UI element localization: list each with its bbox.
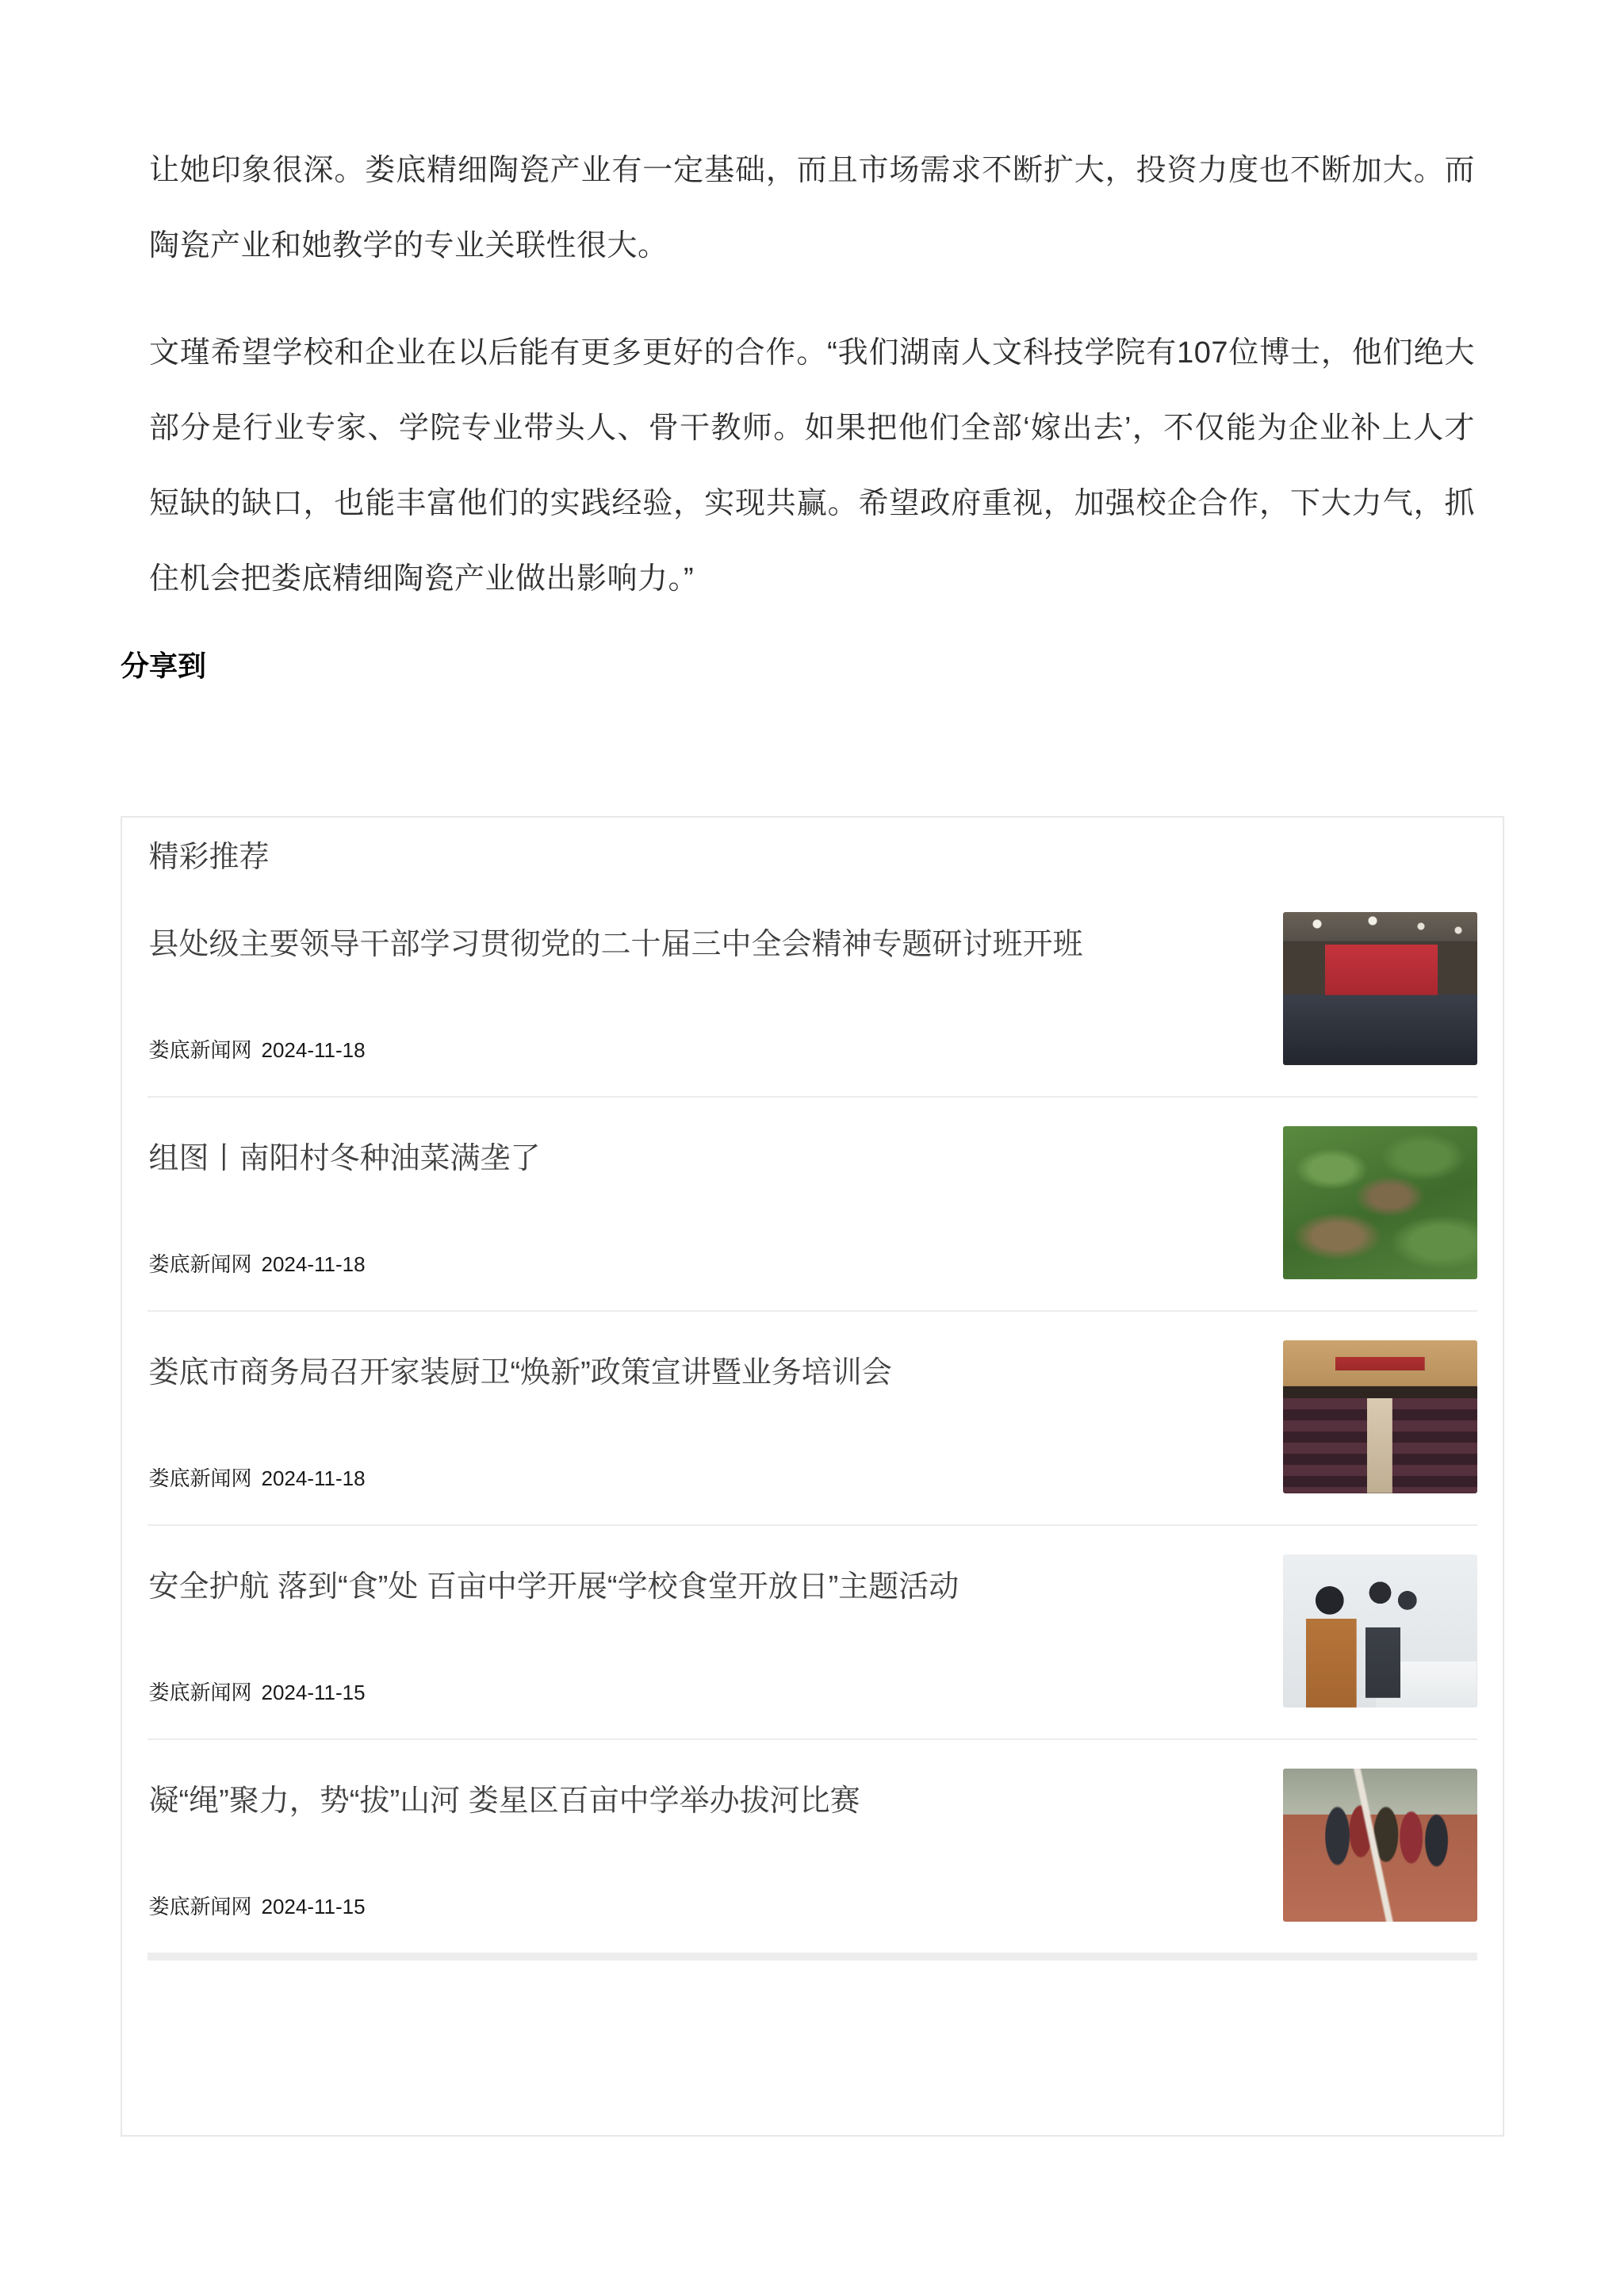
news-source: 娄底新闻网 xyxy=(148,1038,252,1062)
news-date: 2024-11-15 xyxy=(261,1895,366,1918)
news-item-title[interactable]: 凝“绳”聚力，势“拔”山河 娄星区百亩中学举办拔河比赛 xyxy=(148,1784,860,1818)
panel-end-divider xyxy=(147,1953,1477,1961)
news-source: 娄底新闻网 xyxy=(148,1895,252,1918)
news-date: 2024-11-18 xyxy=(261,1466,366,1490)
thumbnail-rapeseed-field[interactable] xyxy=(1283,1126,1477,1279)
news-item-meta xyxy=(149,1466,1247,1493)
news-source: 娄底新闻网 xyxy=(148,1466,252,1490)
news-item-text xyxy=(147,1769,1247,1922)
news-item-title[interactable]: 组图丨南阳村冬种油菜满垄了 xyxy=(148,1142,541,1175)
share-to-label: 分享到 xyxy=(121,650,207,682)
news-source: 娄底新闻网 xyxy=(148,1252,252,1276)
thumbnail-meeting-hall[interactable] xyxy=(1283,912,1477,1065)
recommendations-panel xyxy=(121,816,1504,2137)
article-paragraph-2: 文瑾希望学校和企业在以后能有更多更好的合作。“我们湖南人文科技学院有107位博士，他们绝大部分是行业专家、学院专业带头人、骨干教师。如果把他们全部‘嫁出去’，不仅能为企业补上人才短缺的缺口，也能丰富他们的实践经验，实现共赢。希望政府重视，加强校企合作，下大力气，抓住机会把娄底精细陶瓷产业做出影响力。” xyxy=(149,336,1475,596)
news-item-text xyxy=(147,912,1247,1065)
news-item-text xyxy=(147,1340,1247,1493)
article-paragraph-1: 让她印象很深。娄底精细陶瓷产业有一定基础，而且市场需求不断扩大，投资力度也不断加大。而陶瓷产业和她教学的专业关联性很大。 xyxy=(149,154,1475,263)
news-item-title[interactable]: 娄底市商务局召开家装厨卫“焕新”政策宣讲暨业务培训会 xyxy=(148,1356,892,1389)
news-item-meta xyxy=(149,1895,1247,1922)
news-item-title[interactable]: 安全护航 落到“食”处 百亩中学开展“学校食堂开放日”主题活动 xyxy=(148,1570,959,1604)
news-item[interactable] xyxy=(147,1098,1477,1312)
news-item-text xyxy=(147,1554,1247,1708)
news-item-meta xyxy=(149,1252,1247,1279)
news-source: 娄底新闻网 xyxy=(148,1681,252,1704)
news-date: 2024-11-18 xyxy=(261,1038,366,1062)
recommendations-header: 精彩推荐 xyxy=(148,841,270,874)
thumbnail-tug-of-war[interactable] xyxy=(1283,1769,1477,1922)
news-item[interactable] xyxy=(147,884,1477,1098)
news-item[interactable] xyxy=(147,1312,1477,1526)
news-item-meta xyxy=(149,1681,1247,1708)
news-item-title[interactable]: 县处级主要领导干部学习贯彻党的二十届三中全会精神专题研讨班开班 xyxy=(148,928,1083,961)
panel-bottom-space xyxy=(147,1961,1477,2135)
news-item-meta xyxy=(149,1038,1247,1065)
news-item[interactable] xyxy=(147,1526,1477,1740)
news-item-text xyxy=(147,1126,1247,1279)
news-date: 2024-11-15 xyxy=(261,1681,366,1704)
news-item[interactable] xyxy=(147,1740,1477,1953)
news-date: 2024-11-18 xyxy=(261,1252,366,1276)
thumbnail-canteen-visit[interactable] xyxy=(1283,1554,1477,1708)
thumbnail-training-room[interactable] xyxy=(1283,1340,1477,1493)
article-body xyxy=(0,0,1624,684)
